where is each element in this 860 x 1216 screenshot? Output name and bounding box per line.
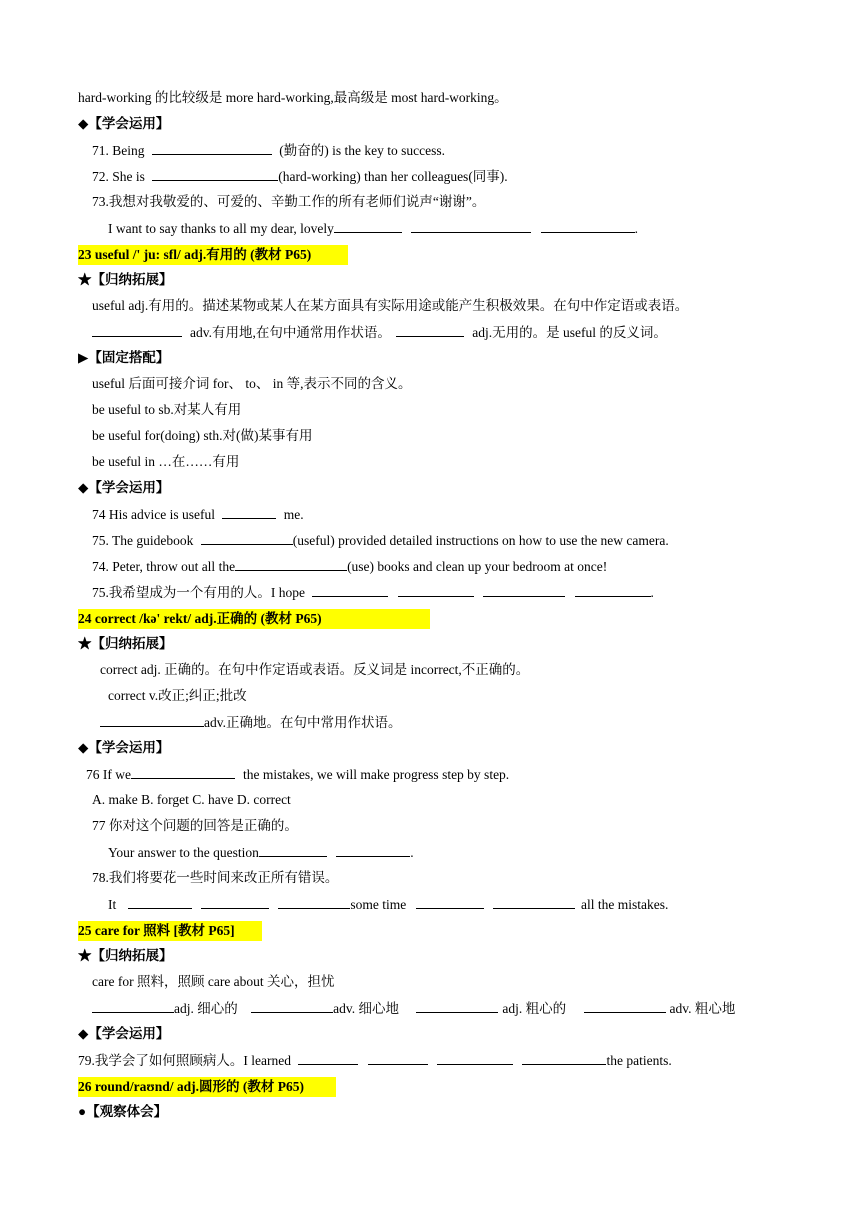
text: correct adj. 正确的。在句中作定语或表语。反义词是 incorrect,不正确的。 — [100, 662, 530, 677]
text: 79.我学会了如何照顾病人。I learned — [78, 1053, 291, 1068]
text: . — [650, 585, 654, 600]
text-line — [92, 323, 667, 342]
text: adj. 细心的 — [174, 1001, 238, 1016]
text: (use) books and clean up your bedroom at once! — [347, 559, 608, 574]
text: useful adj.有用的。描述某物或某人在某方面具有实际用途或能产生积极效果。在句中作定语或表语。 — [92, 298, 689, 313]
answer-blank[interactable] — [437, 1051, 513, 1065]
answer-blank[interactable] — [259, 843, 327, 857]
answer-blank[interactable] — [493, 895, 575, 909]
heading-text: 24 correct /kə' rekt/ adj.正确的 (教材 P65) — [78, 611, 322, 626]
text: be useful to sb.对某人有用 — [92, 402, 242, 417]
heading-text: ★【归纳拓展】 — [78, 272, 173, 287]
answer-blank[interactable] — [575, 583, 651, 597]
text: adv.正确地。在句中常用作状语。 — [204, 715, 402, 730]
heading-text: ●【观察体会】 — [78, 1104, 168, 1119]
word-heading-round — [78, 1077, 336, 1097]
exercise-71 — [92, 141, 445, 160]
text: It — [108, 897, 117, 912]
answer-blank[interactable] — [522, 1051, 606, 1065]
exercise-74b — [92, 557, 607, 576]
answer-blank[interactable] — [92, 323, 182, 337]
exercise-75 — [92, 531, 669, 550]
answer-blank[interactable] — [131, 765, 235, 779]
exercise-72 — [92, 167, 508, 186]
section-heading — [78, 739, 169, 757]
answer-blank[interactable] — [201, 531, 293, 545]
text: adv.有用地,在句中通常用作状语。 — [190, 325, 391, 340]
section-heading — [78, 479, 169, 497]
text: . — [634, 221, 639, 236]
answer-blank[interactable] — [416, 999, 498, 1013]
word-heading-useful — [78, 245, 348, 265]
text: adv. 粗心地 — [669, 1001, 736, 1016]
answer-blank[interactable] — [222, 505, 276, 519]
answer-blank[interactable] — [368, 1051, 428, 1065]
text: correct v.改正;纠正;批改 — [108, 688, 247, 703]
section-heading — [78, 635, 173, 653]
answer-blank[interactable] — [396, 323, 464, 337]
text: I want to say thanks to all my dear, lovely — [108, 221, 334, 236]
text: 74. Peter, throw out all the — [92, 559, 236, 574]
heading-text: 26 round/raʊnd/ adj.圆形的 (教材 P65) — [78, 1079, 304, 1094]
text: adj. 粗心的 — [502, 1001, 567, 1016]
answer-blank[interactable] — [411, 219, 531, 233]
answer-blank[interactable] — [541, 219, 635, 233]
options-text: A. make B. forget C. have D. correct — [92, 792, 291, 807]
answer-blank[interactable] — [251, 999, 333, 1013]
heading-text: ★【归纳拓展】 — [78, 948, 173, 963]
answer-blank[interactable] — [201, 895, 269, 909]
answer-blank[interactable] — [298, 1051, 358, 1065]
answer-blank[interactable] — [235, 557, 347, 571]
exercise-73-answer — [108, 219, 638, 238]
text-line — [92, 427, 312, 445]
answer-blank[interactable] — [312, 583, 388, 597]
text: all the mistakes. — [581, 897, 669, 912]
text: (勤奋的) is the key to success. — [279, 143, 445, 158]
answer-blank[interactable] — [152, 141, 272, 155]
text-line — [100, 661, 529, 679]
answer-blank[interactable] — [398, 583, 474, 597]
word-heading-correct — [78, 609, 430, 629]
heading-text: ◆【学会运用】 — [78, 480, 170, 495]
text: 76 If we — [86, 767, 131, 782]
text: adj.无用的。是 useful 的反义词。 — [472, 325, 667, 340]
text: 77 你对这个问题的回答是正确的。 — [92, 818, 298, 833]
text-line — [92, 297, 688, 315]
text: 75. The guidebook — [92, 533, 194, 548]
text-line — [92, 973, 335, 991]
text: (hard-working) than her colleagues(同事). — [278, 169, 508, 184]
section-heading — [78, 271, 173, 289]
text: some time — [350, 897, 407, 912]
text: adv. 细心地 — [333, 1001, 399, 1016]
answer-blank[interactable] — [336, 843, 410, 857]
exercise-77-answer — [108, 843, 414, 862]
section-heading — [78, 349, 169, 367]
exercise-76-options — [92, 791, 291, 809]
text: . — [410, 845, 414, 860]
answer-blank[interactable] — [100, 713, 204, 727]
answer-blank[interactable] — [334, 219, 402, 233]
heading-text: ◆【学会运用】 — [78, 1026, 170, 1041]
text-line — [92, 401, 241, 419]
answer-blank[interactable] — [483, 583, 565, 597]
text: be useful for(doing) sth.对(做)某事有用 — [92, 428, 313, 443]
text-line — [92, 999, 735, 1018]
text-line — [108, 687, 247, 705]
text: care for 照料，照顾 care about 关心，担忧 — [92, 974, 335, 989]
text: 72. She is — [92, 169, 145, 184]
heading-text: 23 useful /' ju: sfl/ adj.有用的 (教材 P65) — [78, 247, 312, 262]
text-line — [92, 453, 239, 471]
text-line — [100, 713, 402, 732]
section-heading — [78, 115, 169, 133]
answer-blank[interactable] — [584, 999, 666, 1013]
exercise-73 — [92, 193, 485, 211]
text: the patients. — [606, 1053, 672, 1068]
text: 75.我希望成为一个有用的人。I hope — [92, 585, 305, 600]
text-line — [78, 89, 508, 107]
answer-blank[interactable] — [128, 895, 192, 909]
text-line — [92, 375, 411, 393]
section-heading — [78, 947, 173, 965]
word-heading-care-for — [78, 921, 262, 941]
exercise-77 — [92, 817, 298, 835]
section-heading — [78, 1025, 169, 1043]
answer-blank[interactable] — [416, 895, 484, 909]
answer-blank[interactable] — [278, 895, 350, 909]
exercise-79 — [78, 1051, 672, 1070]
answer-blank[interactable] — [92, 999, 174, 1013]
heading-text: ◆【学会运用】 — [78, 740, 170, 755]
heading-text: ▶【固定搭配】 — [78, 350, 170, 365]
text: be useful in …在……有用 — [92, 454, 240, 469]
text: 73.我想对我敬爱的、可爱的、辛勤工作的所有老师们说声“谢谢”。 — [92, 194, 486, 209]
section-heading — [78, 1103, 167, 1121]
heading-text: ★【归纳拓展】 — [78, 636, 173, 651]
text: Your answer to the question — [108, 845, 259, 860]
text: useful 后面可接介词 for、 to、 in 等,表示不同的含义。 — [92, 376, 412, 391]
text: the mistakes, we will make progress step by step. — [242, 767, 510, 782]
heading-text: ◆【学会运用】 — [78, 116, 170, 131]
exercise-75b — [92, 583, 654, 602]
text: me. — [283, 507, 304, 522]
exercise-78-answer — [108, 895, 668, 914]
answer-blank[interactable] — [152, 167, 278, 181]
text: 78.我们将要花一些时间来改正所有错误。 — [92, 870, 339, 885]
exercise-78 — [92, 869, 338, 887]
heading-text: 25 care for 照料 [教材 P65] — [78, 923, 235, 938]
exercise-76 — [86, 765, 509, 784]
text: 74 His advice is useful — [92, 507, 215, 522]
text: 71. Being — [92, 143, 145, 158]
text: (useful) provided detailed instructions on how to use the new camera. — [292, 533, 669, 548]
exercise-74 — [92, 505, 304, 524]
text: hard-working 的比较级是 more hard-working,最高级是 most hard-working。 — [78, 90, 508, 105]
